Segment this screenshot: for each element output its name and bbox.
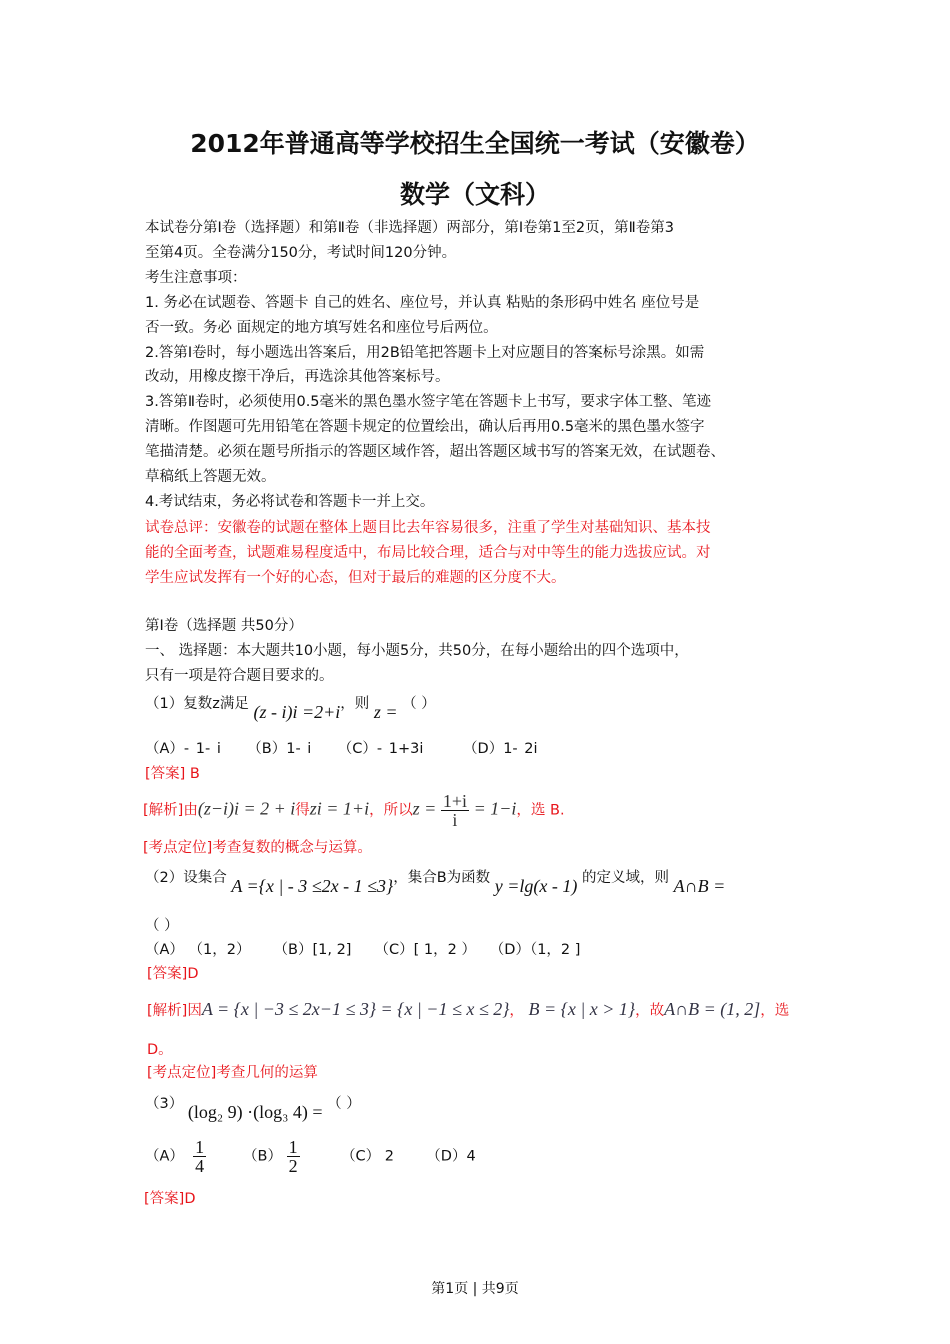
- option: （C）[ 1，2 ）: [374, 942, 476, 958]
- text-line: 笔描清楚。必须在题号所指示的答题区域作答，超出答题区域书写的答案无效，在试题卷、: [145, 444, 725, 461]
- fraction: [287, 1138, 300, 1175]
- q2-point: [考点定位]考查几何的运算: [147, 1065, 318, 1081]
- q2-analysis: [147, 999, 789, 1021]
- math: A∩B = (1, 2]: [664, 999, 761, 1019]
- math: (z−i)i = 2 + i: [197, 798, 296, 819]
- question-1: [145, 692, 436, 722]
- text-line: 2.答第Ⅰ卷时，每小题选出答案后，用2B铅笔把答题卡上对应题目的答案标号涂黑。如需: [145, 344, 705, 361]
- den: i: [452, 810, 458, 830]
- q3-stem: （3）: [145, 1096, 184, 1112]
- text: ，集合B为函数: [393, 870, 491, 886]
- math: B = {x | x > 1}: [528, 999, 636, 1019]
- option: （A） （1，2）: [145, 942, 251, 958]
- text-line: 学生应试发挥有一个好的心态，但对于最后的难题的区分度不大。: [145, 569, 566, 586]
- text-line: 试卷总评：安徽卷的试题在整体上题目比去年容易很多，注重了学生对基础知识、基本技: [145, 520, 711, 536]
- fraction: [441, 792, 469, 829]
- option: （B）[1, 2]: [273, 942, 352, 958]
- q2-options: [145, 940, 580, 960]
- text-line: 清晰。作图题可先用铅笔在答题卡规定的位置绘出，确认后再用0.5毫米的黑色墨水签字: [145, 419, 705, 436]
- math: z =: [412, 798, 437, 819]
- q1-stem: （1）复数z满足: [145, 696, 249, 712]
- q1-expr: (z - i)i =2+i: [253, 702, 341, 722]
- den: 4: [195, 1156, 205, 1176]
- q3-options: [145, 1138, 476, 1175]
- option: （D）（1，2 ]: [489, 942, 581, 958]
- q3-answer: [答案]D: [144, 1191, 196, 1207]
- q3-expr: (log₂ 9) ·(log₃ 4) =: [187, 1102, 323, 1122]
- text: ，: [509, 1003, 524, 1019]
- option: （D）4: [426, 1148, 476, 1165]
- fraction: [193, 1138, 206, 1175]
- math: = 1−i: [473, 798, 517, 819]
- q1-analysis: [143, 792, 565, 829]
- q1-then: ，则: [340, 696, 370, 712]
- q2-answer: [答案]D: [147, 966, 199, 982]
- den: 2: [288, 1156, 298, 1176]
- text-line: 改动，用橡皮擦干净后，再选涂其他答案标号。: [145, 369, 450, 386]
- q1-options: [145, 739, 538, 759]
- math: zi = 1+i: [309, 798, 370, 819]
- text-line: 否一致。务必 面规定的地方填写姓名和座位号后两位。: [145, 319, 498, 336]
- option: （B）1- i: [247, 741, 312, 757]
- text-line: 3.答第Ⅱ卷时，必须使用0.5毫米的黑色墨水签字笔在答题卡上书写，要求字体工整、笔迹: [145, 394, 712, 411]
- part-line: 只有一项是符合题目要求的。: [145, 668, 334, 684]
- math: A = {x | −3 ≤ 2x−1 ≤ 3} = {x | −1 ≤ x ≤ 2}: [201, 999, 510, 1019]
- page-footer: 第1页 | 共9页: [431, 1281, 519, 1297]
- q3-paren: （ ）: [327, 1096, 361, 1112]
- text: 得: [295, 802, 310, 819]
- question-2: [145, 866, 726, 896]
- text-line: 能的全面考查，试题难易程度适中，布局比较合理，适合与对中等生的能力选拔应试。对: [145, 544, 711, 561]
- option-label: （B）: [243, 1148, 282, 1165]
- part-line: 一、 选择题：本大题共10小题，每小题5分，共50分，在每小题给出的四个选项中，: [145, 643, 689, 659]
- doc-subtitle: 数学（文科）: [399, 180, 550, 209]
- text-line: 4.考试结束，务必将试卷和答题卡一并上交。: [145, 493, 435, 510]
- q2-analysis-end: D。: [147, 1042, 173, 1058]
- option: （A）- 1- i: [145, 741, 221, 757]
- label: [解析]由: [143, 802, 198, 819]
- text-line: 1. 务必在试题卷、答题卡 自己的姓名、座位号，并认真 粘贴的条形码中姓名 座位号是: [145, 294, 700, 311]
- text-line: 至第4页。全卷满分150分，考试时间120分钟。: [145, 244, 457, 261]
- q1-z: z =: [373, 702, 398, 722]
- text: ，所以: [369, 802, 413, 819]
- num: 1: [195, 1137, 205, 1157]
- text-line: 考生注意事项：: [145, 269, 247, 286]
- option: （D）1- 2i: [463, 741, 538, 757]
- q2-paren: （ ）: [145, 918, 179, 934]
- option: （C） 2: [341, 1148, 395, 1165]
- q2-stem: （2）设集合: [145, 870, 227, 886]
- text-line: 本试卷分第Ⅰ卷（选择题）和第Ⅱ卷（非选择题）两部分，第Ⅰ卷第1至2页，第Ⅱ卷第3: [145, 220, 674, 236]
- option-label: （A）: [145, 1148, 184, 1165]
- text: ，故: [635, 1003, 665, 1019]
- text: 的定义域，则: [582, 870, 670, 886]
- num: 1+i: [442, 791, 467, 811]
- section-heading: 第Ⅰ卷（选择题 共50分）: [145, 618, 303, 634]
- q1-paren: （ ）: [402, 696, 436, 712]
- q2-setA: A ={x | - 3 ≤2x - 1 ≤3}: [231, 876, 394, 896]
- question-3: [145, 1092, 361, 1122]
- doc-title: 2012年普通高等学校招生全国统一考试（安徽卷）: [190, 129, 760, 158]
- option: （C）- 1+3i: [337, 741, 424, 757]
- num: 1: [288, 1137, 298, 1157]
- text: ，选: [760, 1003, 790, 1019]
- text-line: 草稿纸上答题无效。: [145, 469, 276, 485]
- label: [解析]因: [147, 1003, 202, 1019]
- text: ，选 B.: [516, 802, 565, 819]
- q1-answer: [答案] B: [145, 766, 200, 782]
- q1-point: [考点定位]考查复数的概念与运算。: [143, 840, 372, 856]
- q2-func: y =lg(x - 1): [494, 876, 578, 896]
- q2-cap: A∩B =: [673, 876, 726, 896]
